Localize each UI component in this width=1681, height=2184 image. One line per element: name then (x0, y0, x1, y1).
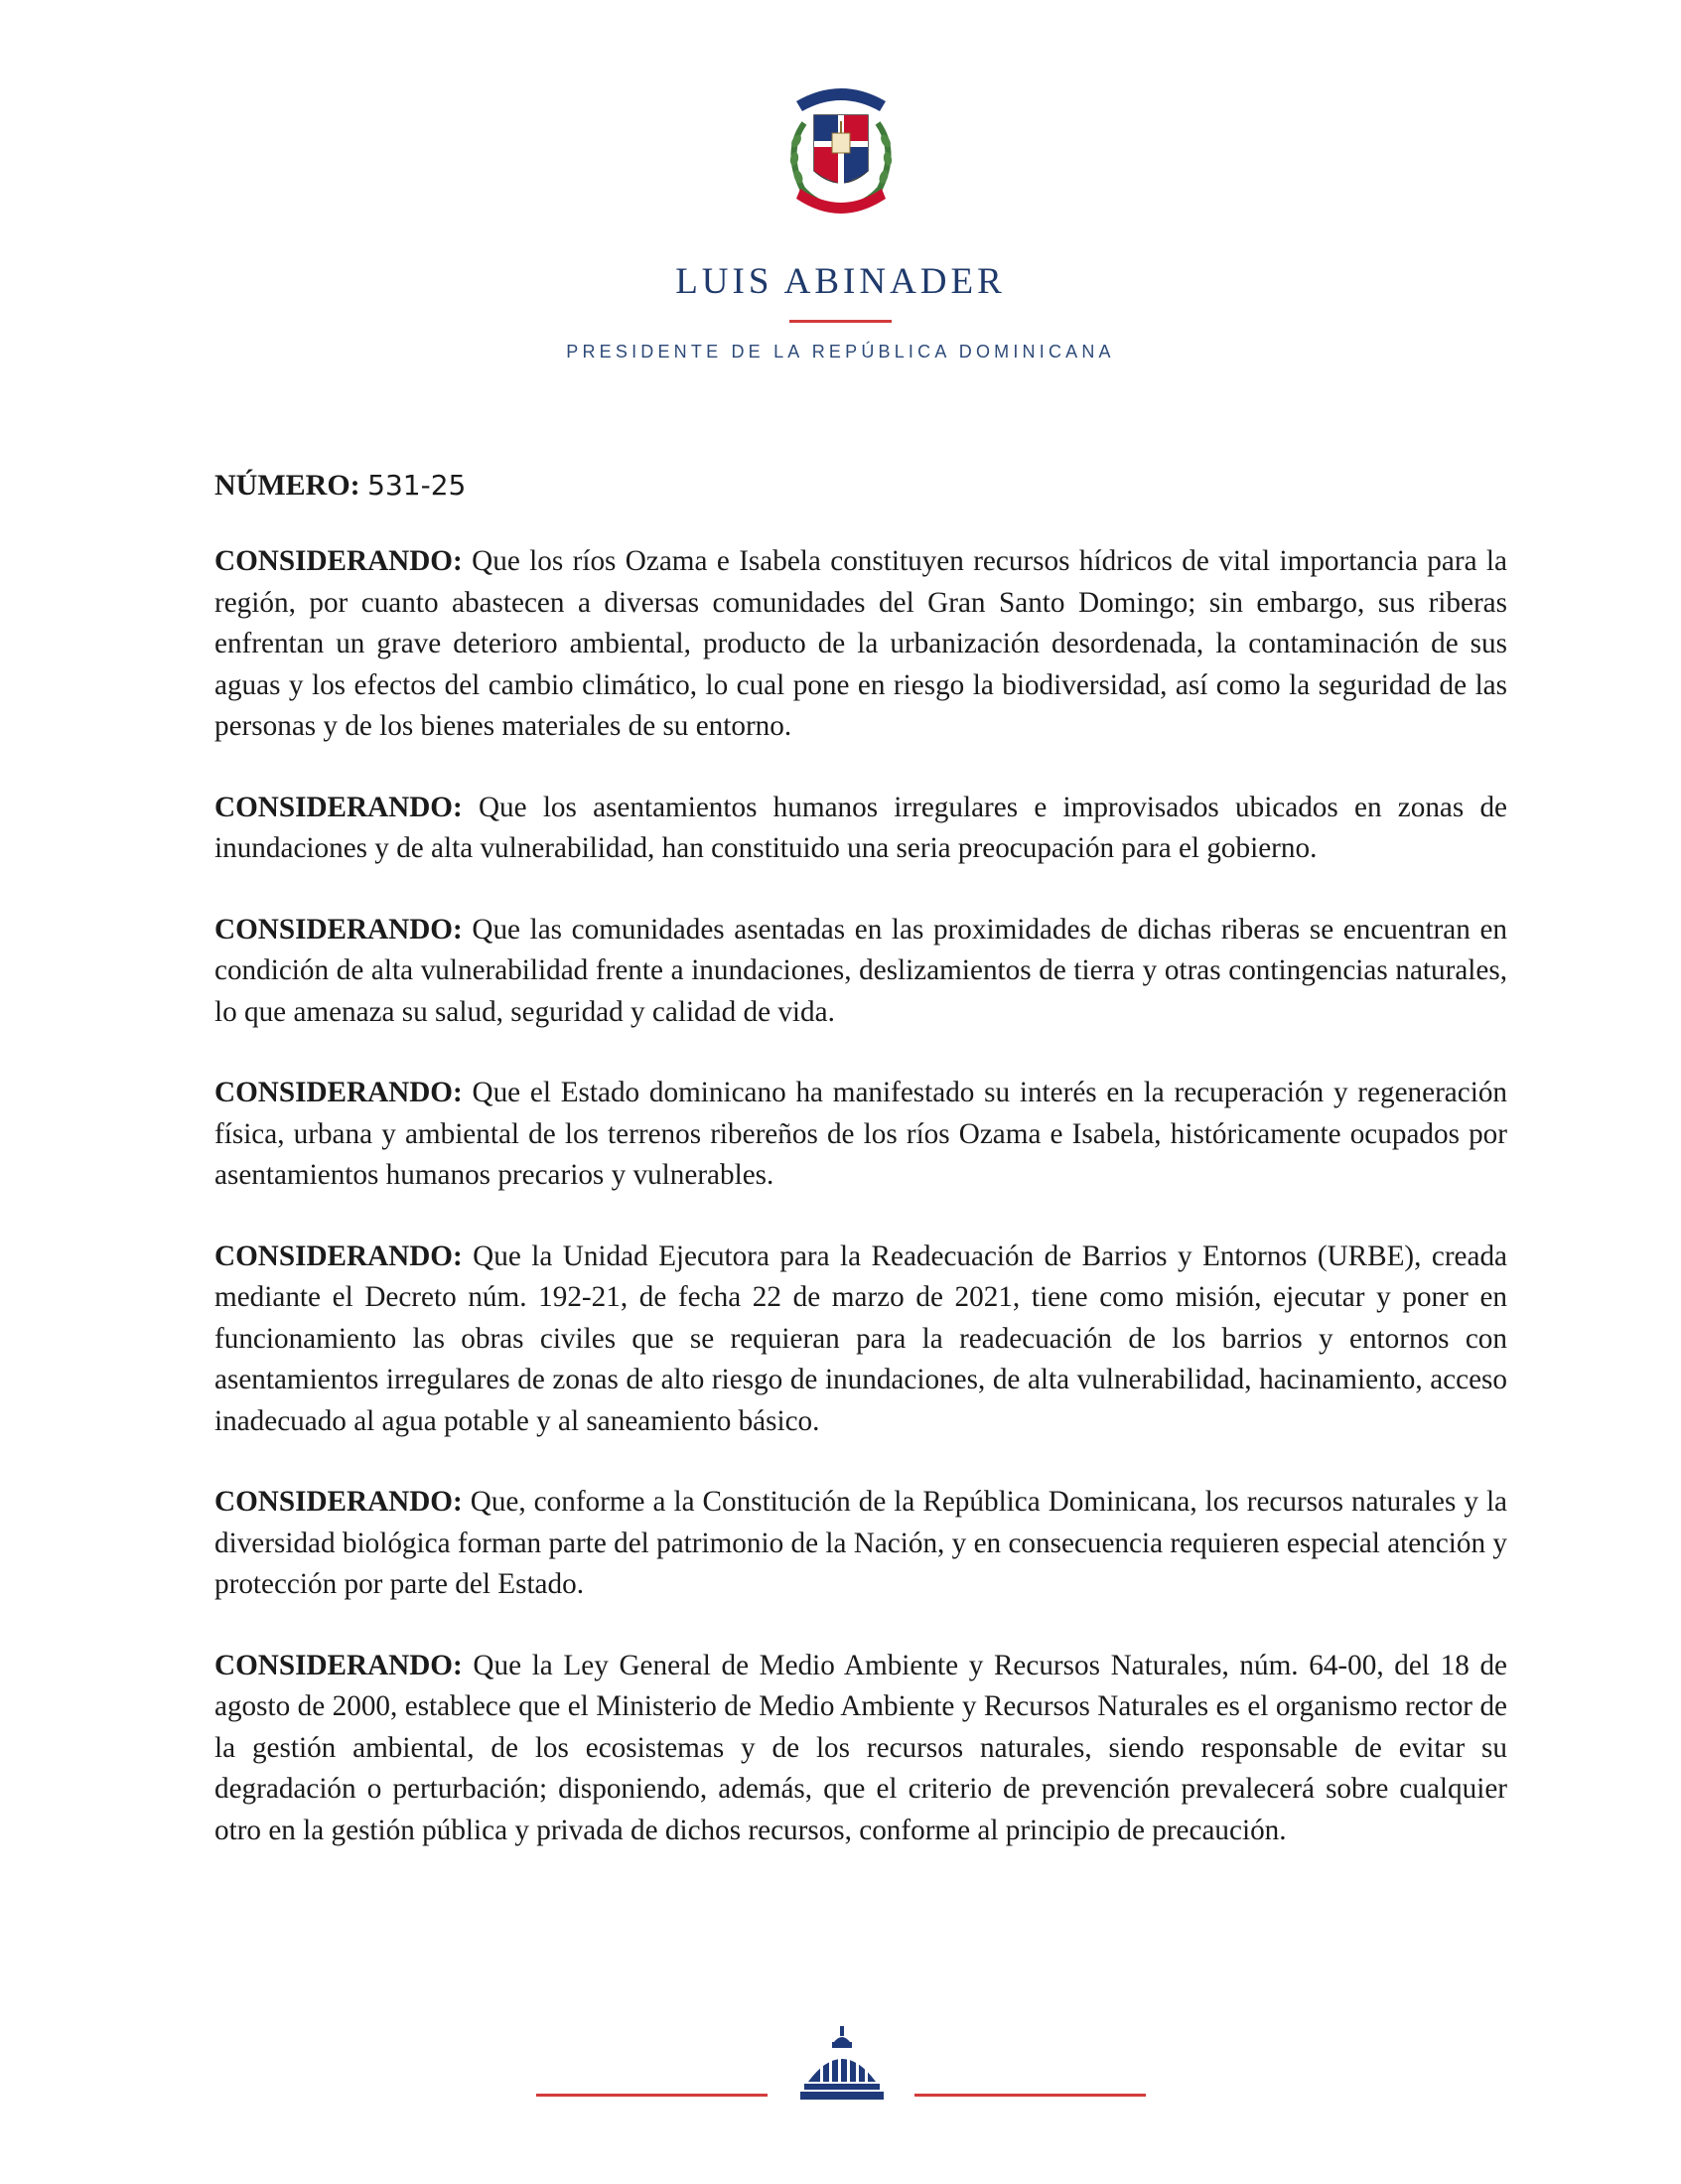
considerando-paragraph (214, 541, 1507, 748)
footer-divider-left (536, 2094, 768, 2097)
footer-divider-right (914, 2094, 1146, 2097)
president-title: PRESIDENTE DE LA REPÚBLICA DOMINICANA (566, 342, 1115, 362)
considerando-paragraph (214, 1482, 1507, 1606)
considerando-label: CONSIDERANDO: (214, 913, 463, 946)
considerando-text: Que los asentamientos humanos irregulares e improvisados ubicados en zonas de inundaciones y de alta vulnerabilidad, han constituido una seria preocupación para el gobierno. (214, 791, 1507, 864)
considerando-paragraph (214, 1073, 1507, 1197)
considerando-paragraph (214, 1237, 1507, 1443)
considerando-text: Que, conforme a la Constitución de la República Dominicana, los recursos naturales y la diversidad biológica forman parte del patrimonio de la Nación, y en consecuencia requieren especial atención y protección por parte del Estado. (214, 1486, 1508, 1600)
considerando-label: CONSIDERANDO: (214, 1486, 463, 1518)
president-name: LUIS ABINADER (675, 261, 1006, 302)
considerando-label: CONSIDERANDO: (214, 1649, 463, 1681)
considerando-label: CONSIDERANDO: (214, 1239, 463, 1272)
considerando-text: Que la Ley General de Medio Ambiente y Recursos Naturales, núm. 64-00, del 18 de agosto de 2000, establece que el Ministerio de Medio Ambiente y Recursos Naturales es el organismo rector de la gestión ambiental, de los ecosistemas y de los recursos naturales, siendo responsable de evitar su degradación o perturbación; disponiendo, además, que el criterio de prevención prevalecerá sobre cualquier otro en la gestión pública y privada de dichos recursos, conforme al principio de precaución. (214, 1649, 1508, 1846)
decree-number-label: NÚMERO: (214, 469, 360, 502)
considerando-text: Que la Unidad Ejecutora para la Readecuación de Barrios y Entornos (URBE), creada mediante el Decreto núm. 192-21, de fecha 22 de marzo de 2021, tiene como misión, ejecutar y poner en funcionamiento las obras civiles que se requieran para la readecuación de los barrios y entornos con asentamientos irregulares de zonas de alto riesgo de inundaciones, de alta vulnerabilidad, hacinamiento, acceso inadecuado al agua potable y al saneamiento básico. (214, 1239, 1507, 1437)
decree-body (214, 541, 1507, 1891)
palace-dome-icon (800, 2026, 884, 2108)
considerando-label: CONSIDERANDO: (214, 791, 463, 823)
considerando-paragraph (214, 1646, 1507, 1852)
considerando-text: Que las comunidades asentadas en las proximidades de dichas riberas se encuentran en condición de alta vulnerabilidad frente a inundaciones, deslizamientos de tierra y otras contingencias naturales, lo que amenaza su salud, seguridad y calidad de vida. (214, 913, 1507, 1028)
considerando-text: Que el Estado dominicano ha manifestado su interés en la recuperación y regeneración física, urbana y ambiental de los terrenos ribereños de los ríos Ozama e Isabela, históricamente ocupados por asentamientos humanos precarios y vulnerables. (214, 1077, 1508, 1191)
considerando-label: CONSIDERANDO: (214, 1077, 463, 1108)
considerando-label: CONSIDERANDO: (214, 545, 463, 577)
name-divider (789, 320, 892, 323)
considerando-paragraph (214, 910, 1507, 1034)
decree-number-value: 531-25 (367, 469, 467, 502)
considerando-paragraph (214, 788, 1507, 870)
considerando-text: Que los ríos Ozama e Isabela constituyen recursos hídricos de vital importancia para la región, por cuanto abastecen a diversas comunidades del Gran Santo Domingo; sin embargo, sus riberas enfrentan un grave deterioro ambiental, producto de la urbanización desordenada, la contaminación de sus aguas y los efectos del cambio climático, lo cual pone en riesgo la biodiversidad, así como la seguridad de las personas y de los bienes materiales de su entorno. (214, 545, 1507, 742)
decree-number (214, 469, 466, 503)
coat-of-arms-icon (767, 72, 915, 220)
